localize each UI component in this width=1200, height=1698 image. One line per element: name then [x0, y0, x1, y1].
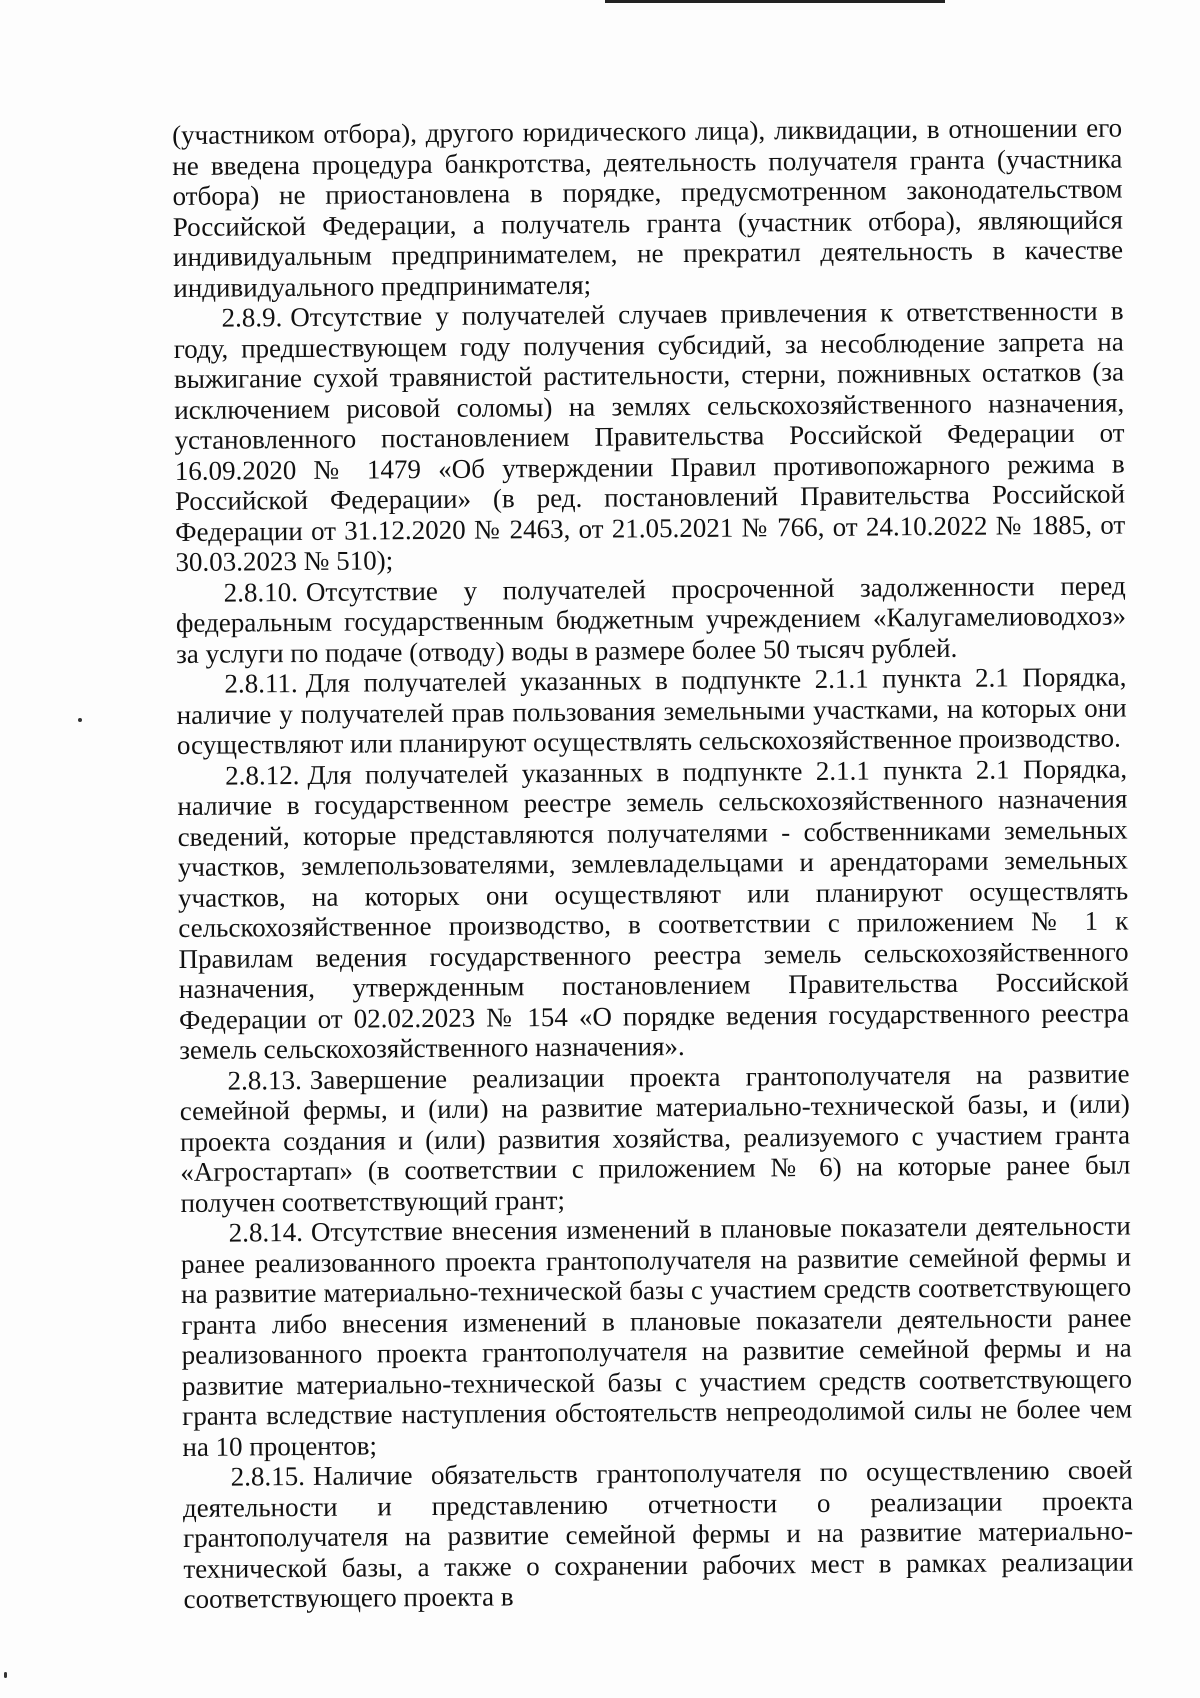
paragraph-text: Наличие обязательств грантополучателя по осуществлению своей деятельности и представлению отчетности о реализации проекта грантополучателя на развитие семейной фермы и на развитие материально-технической базы, а также о сохранении рабочих мест в рамках реализации соответствующего проекта в: [182, 1454, 1134, 1614]
scan-artifact-dot: [78, 718, 82, 722]
paragraph-number: 2.8.9.: [221, 302, 283, 333]
paragraph-text: Для получателей указанных в подпункте 2.1.1 пункта 2.1 Порядка, наличие в государственном реестре земель сельскохозяйственного назначения сведений, которые представляются получателями - собственниками земельных участков, землепользователями, землевладельцами и арендаторами земельных участков, на которых они осуществляют или планируют осуществлять сельскохозяйственное производство, в соответствии с приложением № 1 к Правилам ведения государственного реестра земель сельскохозяйственного назначения, утвержденным постановлением Правительства Российской Федерации от 02.02.2023 № 154 «О порядке ведения государственного реестра земель сельскохозяйственного назначения».: [177, 753, 1130, 1065]
paragraph-number: 2.8.13.: [227, 1064, 302, 1096]
paragraph-text: Отсутствие у получателей просроченной задолженности перед федеральным государственным бюджетным учреждением «Калугамелиоводхоз» за услуги по подаче (отводу) воды в размере более 50 тысяч рублей.: [175, 570, 1127, 669]
paragraph-2-8-15: [183, 1454, 1134, 1614]
paragraph-2-8-13: [179, 1058, 1130, 1218]
paragraph-number: 2.8.12.: [225, 759, 300, 791]
paragraph-text: (участником отбора), другого юридического лица), ликвидации, в отношении его не введена процедура банкротства, деятельность получателя гранта (участника отбора) не приостановлена в порядке, предусмотренном законодательством Российской Федерации, а получатель гранта (участник отбора), являющийся индивидуальным предпринимателем, не прекратил деятельность в качестве индивидуального предпринимателя;: [172, 112, 1124, 303]
paragraph-number: 2.8.10.: [223, 576, 299, 608]
paragraph-2-8-11: [176, 662, 1127, 761]
paragraph-text: Завершение реализации проекта грантополучателя на развитие семейной фермы, и (или) на развитие материально-технической базы, и (или) проекта создания и (или) развития хозяйства, реализуемого с участием гранта «Агростартап» (в соответствии с приложением № 6) на которые ранее был получен соответствующий грант;: [179, 1058, 1131, 1218]
scan-artifact-dot: [4, 1672, 7, 1678]
paragraph-number: 2.8.14.: [228, 1217, 304, 1248]
paragraph-number: 2.8.11.: [224, 668, 298, 699]
paragraph-2-8-12: [177, 753, 1129, 1065]
document-body: [172, 113, 1134, 1615]
paragraph-continuation: [172, 113, 1123, 303]
paragraph-number: 2.8.15.: [230, 1460, 306, 1492]
paragraph-2-8-9: [173, 296, 1125, 578]
paragraph-2-8-14: [181, 1211, 1133, 1462]
paragraph-text: Отсутствие внесения изменений в плановые показатели деятельности ранее реализованного проекта грантополучателя на развитие семейной фермы и на развитие материально-технической базы с участием средств соответствующего гранта либо внесения изменений в плановые показатели деятельности ранее реализованного проекта грантополучателя на развитие семейной фермы и на развитие материально-технической базы с участием средств соответствующего гранта вследствие наступления обстоятельств непреодолимой силы не более чем на 10 процентов;: [180, 1210, 1133, 1462]
top-rule-line: [605, 0, 945, 3]
paragraph-text: Для получателей указанных в подпункте 2.1.1 пункта 2.1 Порядка, наличие у получателей прав пользования земельными участками, на которых они осуществляют или планируют осуществлять сельскохозяйственное производство.: [176, 661, 1127, 760]
paragraph-2-8-10: [176, 570, 1127, 669]
paragraph-text: Отсутствие у получателей случаев привлечения к ответственности в году, предшествующем году получения субсидий, за несоблюдение запрета на выжигание сухой травянистой растительности, стерни, пожнивных остатков (за исключением рисовой соломы) на землях сельскохозяйственного назначения, установленного постановлением Правительства Российской Федерации от 16.09.2020 № 1479 «Об утверждении Правил противопожарного режима в Российской Федерации» (в ред. постановлений Правительства Российской Федерации от 31.12.2020 № 2463, от 21.05.2021 № 766, от 24.10.2022 № 1885, от 30.03.2023 № 510);: [173, 295, 1126, 577]
